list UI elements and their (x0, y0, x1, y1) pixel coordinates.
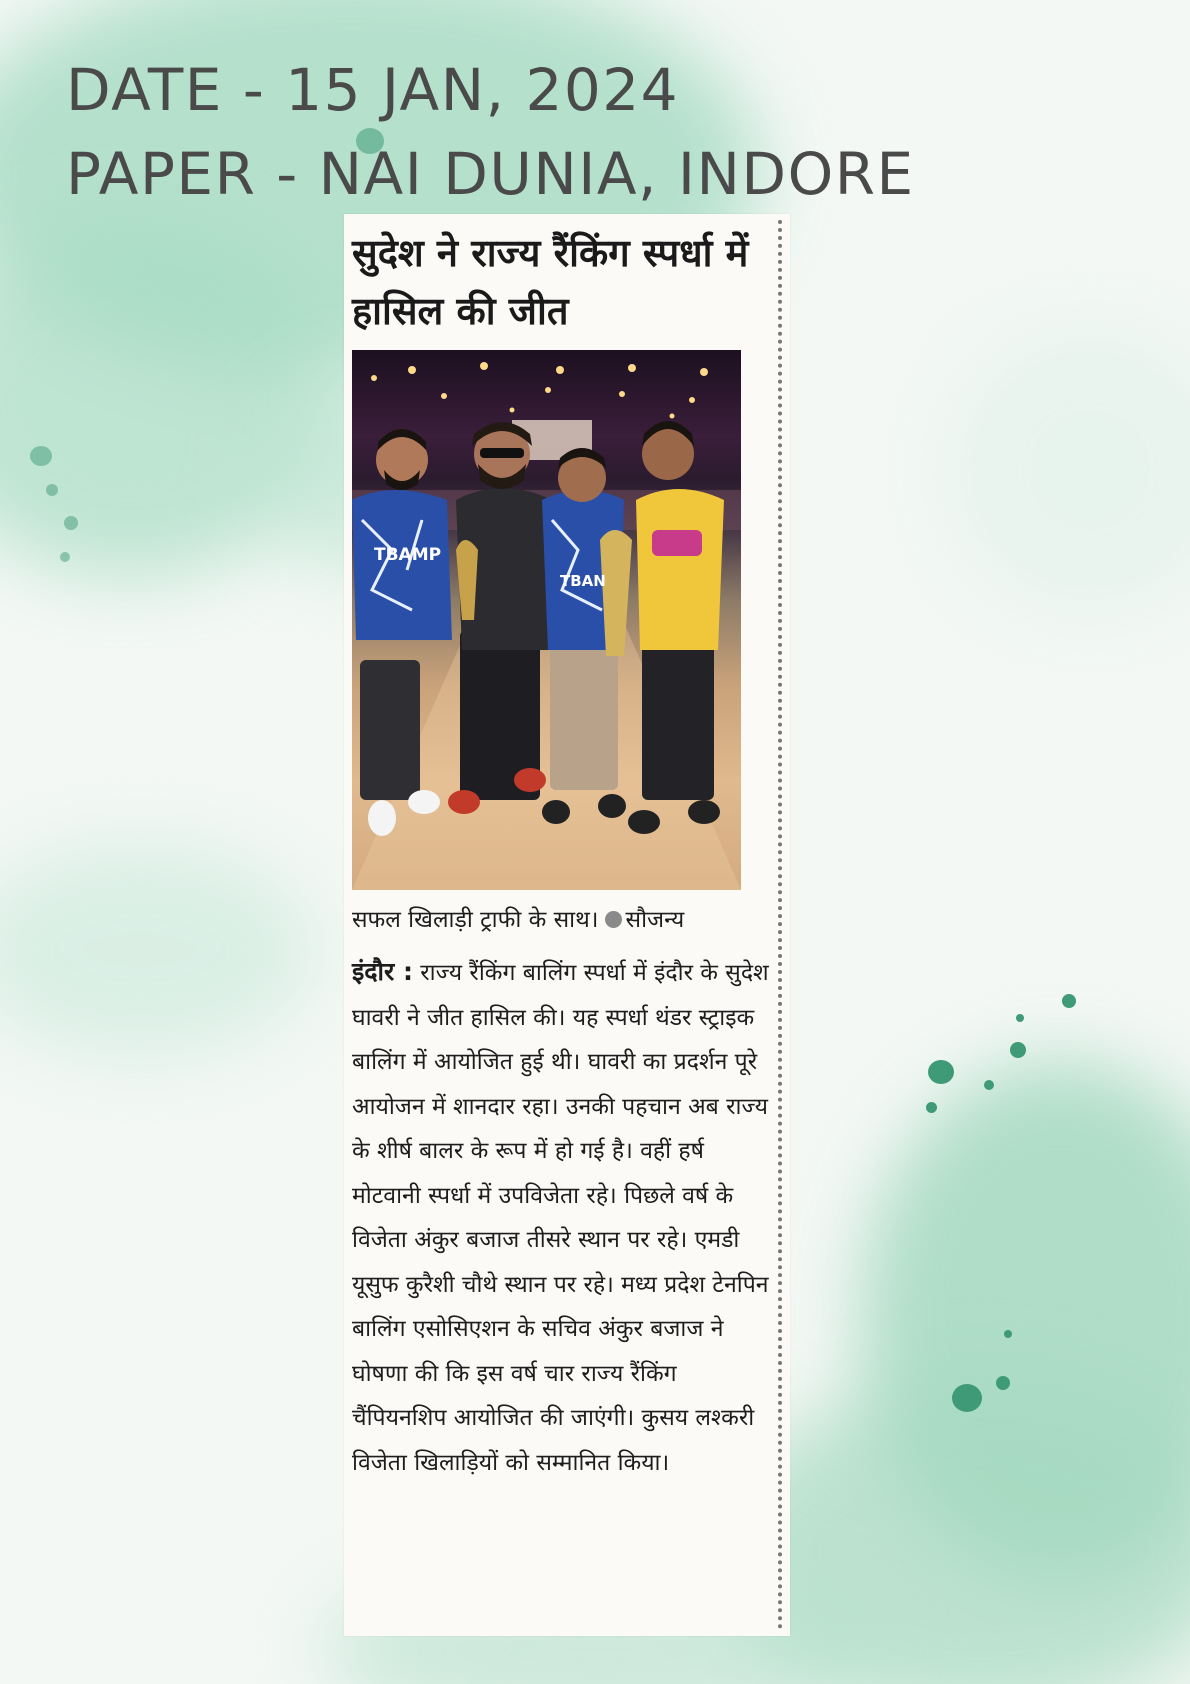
article-photo (352, 350, 741, 890)
article-dateline: इंदौर : (352, 957, 413, 986)
bowling-alley-photo-illustration (352, 350, 741, 890)
watercolor-splash (940, 320, 1190, 620)
article-headline: सुदेश ने राज्य रैंकिंग स्पर्धा में हासिल की जीत (352, 231, 749, 333)
ink-dot (46, 484, 58, 496)
ink-dot (1062, 994, 1076, 1008)
watercolor-splash (0, 840, 320, 1060)
paper-source-line: PAPER - NAI DUNIA, INDORE (66, 140, 915, 208)
caption-text: सफल खिलाड़ी ट्राफी के साथ। (352, 907, 599, 933)
ink-dot (1004, 1330, 1012, 1338)
jersey-text-2: TBAN (560, 572, 606, 590)
ink-dot (1016, 1014, 1024, 1022)
ink-dot (926, 1102, 937, 1113)
photo-credit: सौजन्य (625, 907, 685, 933)
date-line: DATE - 15 JAN, 2024 (66, 56, 680, 124)
ink-dot (952, 1384, 982, 1412)
ink-dot (64, 516, 78, 530)
article-body-text: राज्य रैंकिंग बालिंग स्पर्धा में इंदौर के सुदेश घावरी ने जीत हासिल की। यह स्पर्धा थंडर स्ट्राइक बालिंग में आयोजित हुई थी। घावरी का प्रदर्शन पूरे आयोजन में शानदार रहा। उनकी पहचान अब राज्य के शीर्ष बालर के रूप में हो गई है। वहीं हर्ष मोटवानी स्पर्धा में उपविजेता रहे। पिछले वर्ष के विजेता अंकुर बजाज तीसरे स्थान पर रहे। एमडी यूसुफ कुरैशी चौथे स्थान पर रहे। मध्य प्रदेश टेनपिन बालिंग एसोसिएशन के सचिव अंकुर बजाज ने घोषणा की कि इस वर्ष चार राज्य रैंकिंग चैंपियनशिप आयोजित की जाएंगी। कुसय लश्करी विजेता खिलाड़ियों को सम्मानित किया। (352, 960, 769, 1476)
credit-bullet-icon (605, 911, 622, 928)
photo-caption (352, 902, 780, 938)
article-body (352, 950, 772, 1485)
jersey-text-1: TBAMP (374, 545, 442, 565)
ink-dot (984, 1080, 994, 1090)
ink-dot (1010, 1042, 1026, 1058)
ink-dot (60, 552, 70, 562)
ink-dot (996, 1376, 1010, 1390)
newspaper-clipping (344, 214, 790, 1636)
ink-dot (928, 1060, 954, 1084)
ink-dot (30, 446, 52, 466)
